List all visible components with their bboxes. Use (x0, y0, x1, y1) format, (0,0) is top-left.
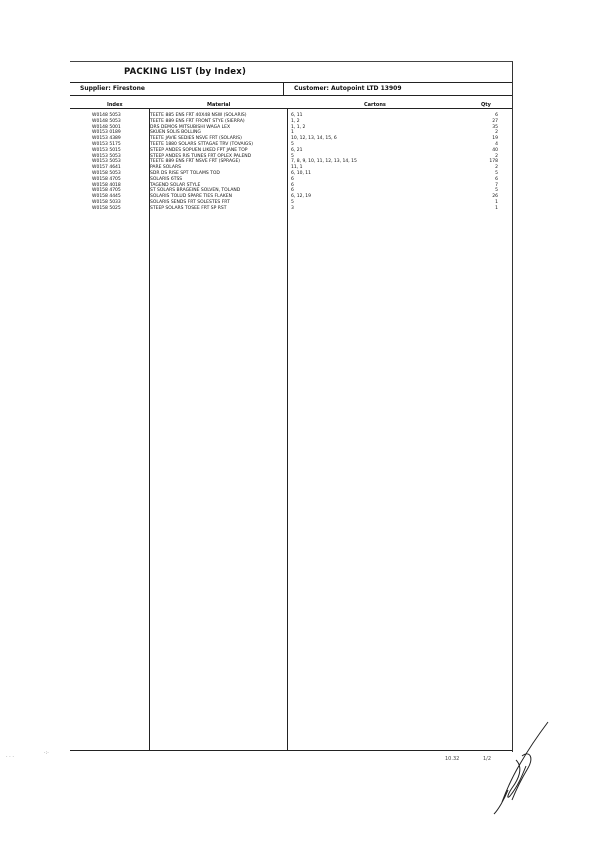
row-qty: 6 (495, 176, 498, 182)
row-material: SKUEN SOLIS BOLLING (150, 130, 201, 136)
row-material: DRS DEMOS MITSUBISHI WAGA LEX (150, 124, 231, 130)
column-divider-cartons (287, 109, 288, 751)
row-qty: 2 (495, 130, 498, 136)
row-material: ST SOLARS BRAGEINE SOLVEN, TOLAND (150, 188, 241, 194)
row-qty: 6 (495, 113, 498, 118)
column-header-material: Material (207, 102, 231, 108)
row-index: W0153 5175 (92, 142, 121, 147)
row-cartons: 5 (291, 200, 294, 205)
row-index: W0148 5001 (92, 124, 121, 130)
bottom-rule (70, 750, 512, 751)
row-cartons: 6 (291, 188, 294, 194)
row-index: W0158 4705 (92, 176, 121, 182)
row-index: W0153 5053 (92, 153, 121, 159)
scan-speck: · · · (6, 754, 14, 760)
row-qty: 1 (495, 200, 498, 205)
row-qty: 4 (495, 142, 498, 147)
row-qty: 5 (495, 188, 498, 194)
row-qty: 7 (495, 182, 498, 188)
row-qty: 5 (495, 171, 498, 176)
row-index: W0158 4705 (92, 188, 121, 194)
row-material: TEETE JAVIE SEDIES NSVE FRT (SOLARIS) (150, 136, 242, 142)
customer-field (294, 85, 402, 92)
document-title: PACKING LIST (by Index) (124, 67, 247, 77)
row-material: TEETE 1880 SOLARS STTAGAE TRV (TOVAIGS) (150, 142, 254, 147)
row-cartons: 7, 8, 9, 10, 11, 12, 13, 14, 15 (291, 159, 357, 165)
row-index: W0158 5053 (92, 171, 121, 176)
row-cartons: 6 (291, 182, 294, 188)
scan-speck: ·:· (44, 750, 49, 756)
row-cartons: 10, 12, 13, 14, 15, 6 (291, 136, 337, 142)
row-material: PARE SOLARS (150, 165, 181, 171)
row-index: W0158 5033 (92, 200, 121, 205)
row-index: W0157 4641 (92, 165, 121, 171)
column-header-cartons: Cartons (364, 102, 386, 108)
row-cartons: 6, 21 (291, 147, 303, 153)
supplier-label: Supplier: (80, 85, 111, 92)
column-header-index: Index (107, 102, 123, 108)
row-qty: 19 (492, 136, 498, 142)
supplier-name: Firestone (112, 85, 145, 92)
row-qty: 2 (495, 153, 498, 159)
row-qty: 2 (495, 165, 498, 171)
row-qty: 178 (489, 159, 498, 165)
column-header-qty: Qty (481, 102, 491, 108)
row-material: STEEP SOLARS TOSEE FRT SP RST (150, 205, 227, 211)
row-cartons: 1, 2 (291, 118, 300, 124)
row-index: W0158 4018 (92, 182, 121, 188)
row-index: W0158 5025 (92, 205, 121, 211)
row-index: W0148 5053 (92, 113, 121, 118)
row-material: SOLARIS 6TSS (150, 176, 183, 182)
row-cartons: 3 (291, 205, 294, 211)
row-cartons: 6 (291, 176, 294, 182)
row-qty: 27 (492, 118, 498, 124)
row-material: SOLARIS SENDS FRT SOLESTES FRT (150, 200, 230, 205)
row-index: W0153 0189 (92, 130, 121, 136)
row-material: STEEP ANDES RIS TUNES FRT OPLEX PALEND (150, 153, 252, 159)
row-cartons: 6, 11 (291, 113, 303, 118)
header-rule (70, 108, 512, 109)
row-index: W0153 5015 (92, 147, 121, 153)
row-qty: 35 (492, 124, 498, 130)
customer-label: Customer: (294, 85, 329, 92)
row-material: STEEP ANDES SOPUEN LIKED FPT JANE TOP (150, 147, 248, 153)
page-number: 10.32 (445, 756, 460, 762)
row-cartons: 5 (291, 142, 294, 147)
row-material: SDR DS RISE SPT TOLAMS TOD (150, 171, 220, 176)
row-qty: 40 (492, 147, 498, 153)
header-box (70, 82, 512, 96)
row-cartons: 6, 10, 11 (291, 171, 312, 176)
supplier-field (80, 85, 145, 92)
row-cartons: 11, 1 (291, 165, 303, 171)
row-index: W0153 4389 (92, 136, 121, 142)
page-total: 1/2 (483, 756, 492, 762)
row-material: TEETE 885 ENS FRT 40X48 NSW (SOLARIS) (150, 113, 247, 118)
row-index: W0148 5053 (92, 118, 121, 124)
row-qty: 1 (495, 205, 498, 211)
row-cartons: 5 (291, 153, 294, 159)
customer-name: Autopoint LTD 13909 (331, 85, 402, 92)
signature-mark (488, 720, 552, 816)
row-cartons: 1, 1, 2 (291, 124, 306, 130)
row-material: TAGEND SOLAR STYLE (150, 182, 201, 188)
header-divider (283, 83, 284, 95)
row-index: W0153 5053 (92, 159, 121, 165)
row-material: TEETE 889 ENS FRT FRONT STYE (SIERRA) (150, 118, 245, 124)
row-material: SOLARIS TOLUD SPARE TIES FLAKEN (150, 194, 232, 200)
row-cartons: 6, 12, 19 (291, 194, 312, 200)
row-material: TEETE 889 ENS FRT NSVE FRT (SPRAGE) (150, 159, 241, 165)
row-cartons: 1 (291, 130, 294, 136)
row-index: W0158 4445 (92, 194, 121, 200)
row-qty: 26 (492, 194, 498, 200)
